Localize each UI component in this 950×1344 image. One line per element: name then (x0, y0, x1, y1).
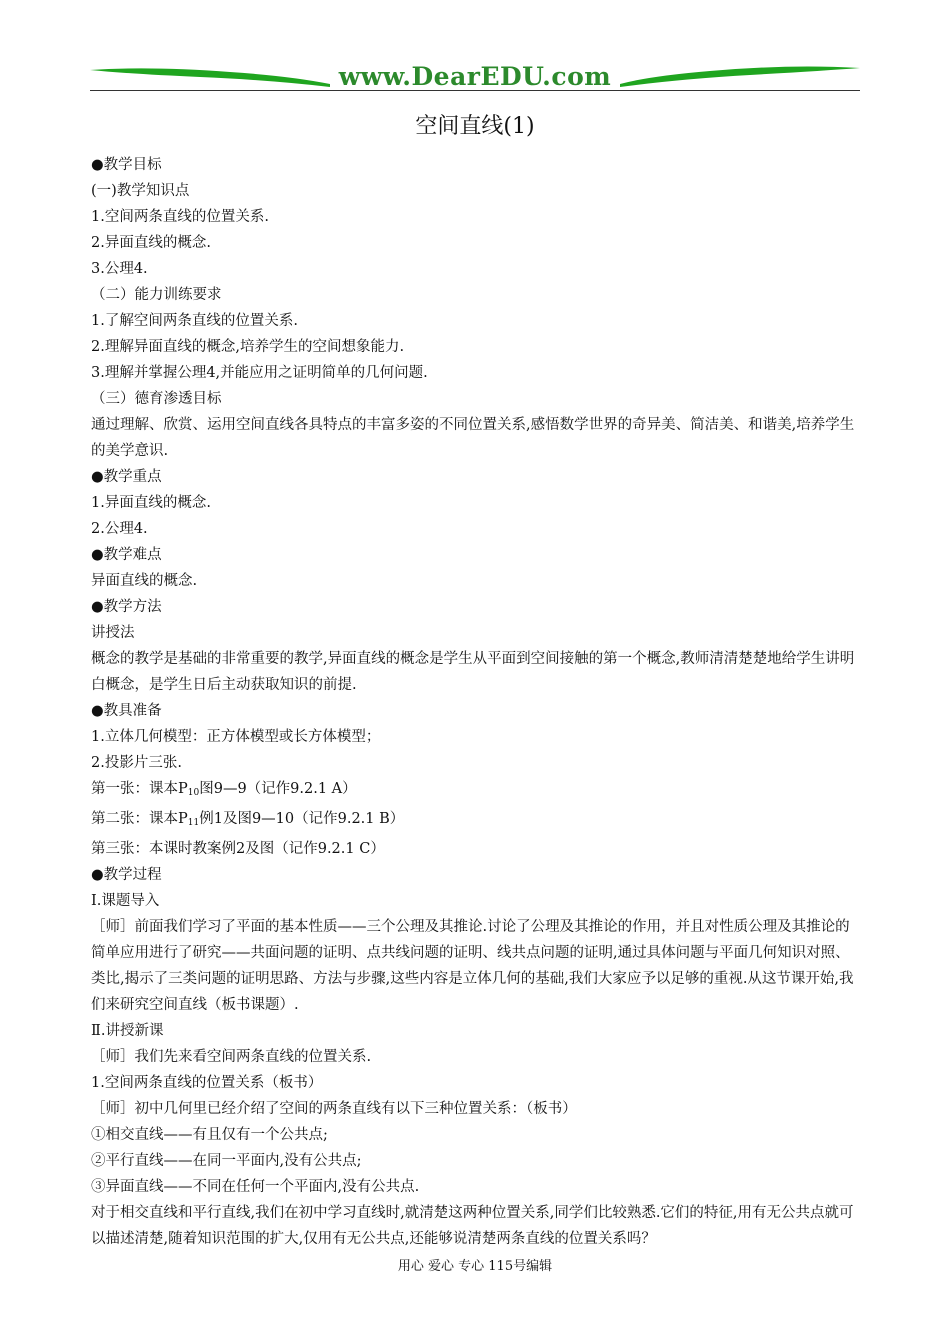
section-heading-process: ●教学过程 (91, 867, 162, 883)
text-line: 讲授法 (91, 625, 135, 641)
list-item: ③异面直线——不同在任何一个平面内,没有公共点. (91, 1179, 420, 1195)
text-line-transparency-1 (91, 776, 861, 806)
subheading-intro: Ⅰ.课题导入 (91, 893, 160, 909)
site-logo-text: www.DearEDU.com (338, 62, 612, 91)
text-line: ［师］初中几何里已经介绍了空间的两条直线有以下三种位置关系：（板书） (91, 1101, 577, 1117)
header-divider (90, 90, 860, 91)
subscript: 10 (187, 788, 200, 798)
section-heading-method: ●教学方法 (91, 599, 162, 615)
subheading-knowledge: (一)教学知识点 (91, 183, 190, 199)
text-line: 2.异面直线的概念. (91, 235, 211, 251)
page-title: 空间直线(1) (415, 114, 535, 139)
text-line: 1.空间两条直线的位置关系. (91, 209, 269, 225)
document-body (91, 152, 861, 1252)
text-line: 2.公理4. (91, 521, 148, 537)
list-item: ②平行直线——在同一平面内,没有公共点; (91, 1153, 362, 1169)
text-line: 1.了解空间两条直线的位置关系. (91, 313, 298, 329)
subheading-ability: （二）能力训练要求 (91, 287, 222, 303)
paragraph: ［师］前面我们学习了平面的基本性质——三个公理及其推论.讨论了公理及其推论的作用，并且对性质公理及其推论的简单应用进行了研究——共面问题的证明、点共线问题的证明、线共点问题的证明,通过具体问题与平面几何知识对照、类比,揭示了三类问题的证明思路、方法与步骤,这些内容是立体几何的基础,我们大家应予以足够的重视.从这节课开始,我们来研究空间直线（板书课题）. (91, 919, 854, 1013)
text-fragment: 第一张：课本P (91, 781, 188, 797)
subheading-new-lesson: Ⅱ.讲授新课 (91, 1023, 164, 1039)
text-fragment: 例1及图9—10（记作9.2.1 B） (199, 811, 405, 827)
paragraph: 对于相交直线和平行直线,我们在初中学习直线时,就清楚这两种位置关系,同学们比较熟悉.它们的特征,用有无公共点就可以描述清楚,随着知识范围的扩大,仅用有无公共点,还能够说清楚两条直线的位置关系吗？ (91, 1205, 854, 1247)
section-heading-key-points: ●教学重点 (91, 469, 162, 485)
subheading-moral: （三）德育渗透目标 (91, 391, 222, 407)
subscript: 11 (187, 818, 200, 828)
text-line: 异面直线的概念. (91, 573, 198, 589)
page-footer: 用心 爱心 专心 115号编辑 (397, 1259, 553, 1274)
text-line: 2.投影片三张. (91, 755, 182, 771)
text-line: 1.空间两条直线的位置关系（板书） (91, 1075, 323, 1091)
text-line: 3.公理4. (91, 261, 148, 277)
text-line: 3.理解并掌握公理4,并能应用之证明简单的几何问题. (91, 365, 428, 381)
text-line-transparency-2 (91, 806, 861, 836)
text-fragment: 图9—9（记作9.2.1 A） (199, 781, 357, 797)
list-item: ①相交直线——有且仅有一个公共点; (91, 1127, 328, 1143)
section-heading-objectives: ●教学目标 (91, 157, 162, 173)
section-heading-materials: ●教具准备 (91, 703, 162, 719)
paragraph: 通过理解、欣赏、运用空间直线各具特点的丰富多姿的不同位置关系,感悟数学世界的奇异美、简洁美、和谐美,培养学生的美学意识. (91, 417, 855, 459)
text-fragment: 第二张：课本P (91, 811, 188, 827)
text-line: 1.异面直线的概念. (91, 495, 211, 511)
paragraph: 概念的教学是基础的非常重要的教学,异面直线的概念是学生从平面到空间接触的第一个概念,教师清清楚楚地给学生讲明白概念，是学生日后主动获取知识的前提. (91, 651, 855, 693)
text-line: ［师］我们先来看空间两条直线的位置关系. (91, 1049, 372, 1065)
section-heading-difficulty: ●教学难点 (91, 547, 162, 563)
text-line: 1.立体几何模型：正方体模型或长方体模型； (91, 729, 381, 745)
text-line: 2.理解异面直线的概念,培养学生的空间想象能力. (91, 339, 405, 355)
text-line-transparency-3: 第三张：本课时教案例2及图（记作9.2.1 C） (91, 841, 385, 857)
